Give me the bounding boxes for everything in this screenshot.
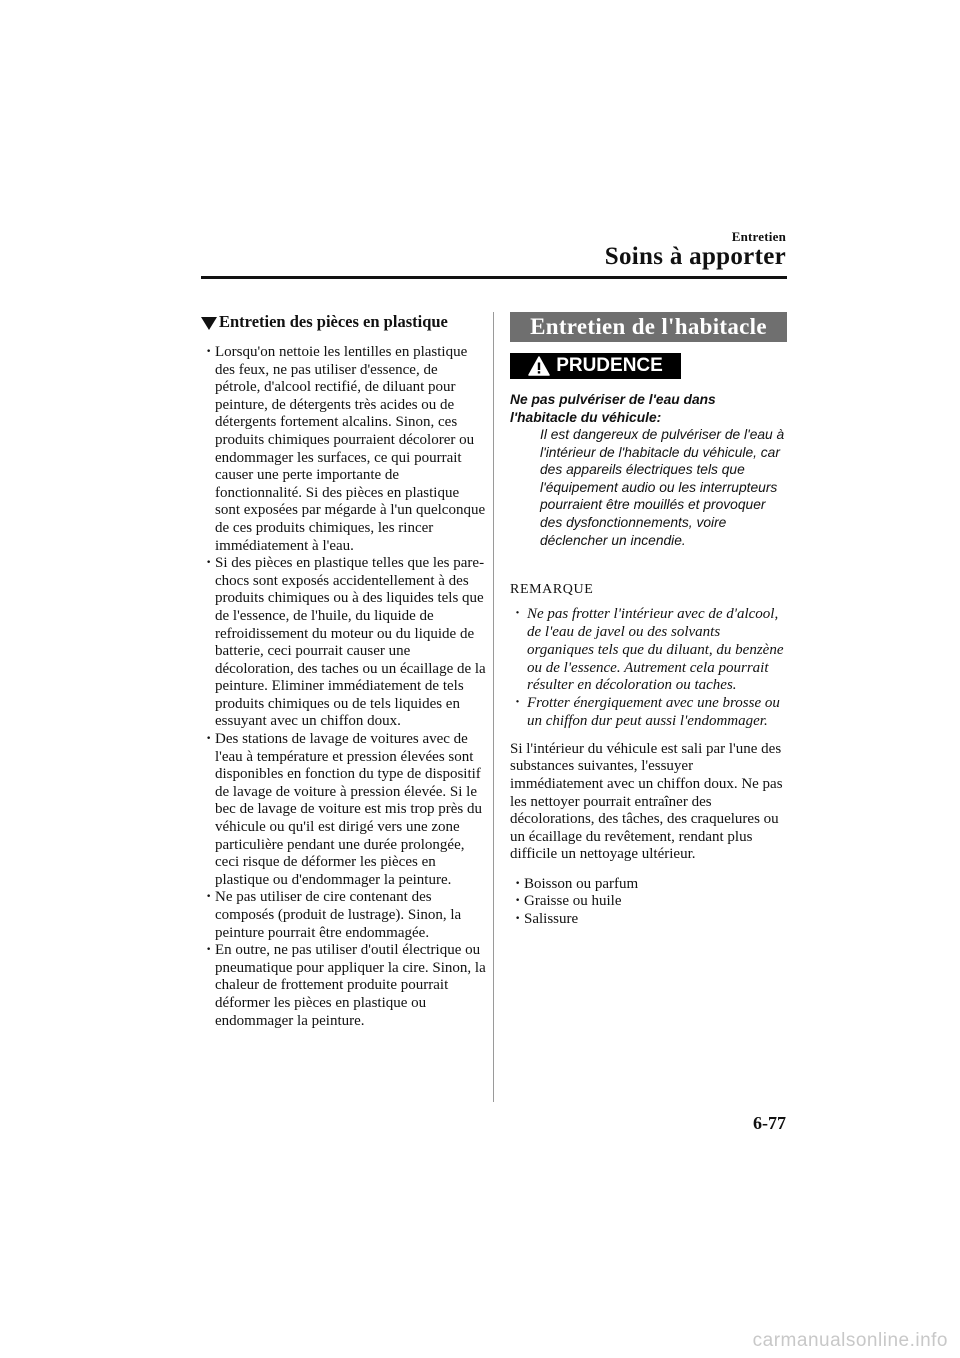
body-paragraph: Si l'intérieur du véhicule est sali par l'une des substances suivantes, l'essuyer immédiatement avec un chiffon doux. Ne pas les nettoyer pourrait entraîner des décolorations, des tâches, des craquelures ou un écaillage du revêtement, rendant plus difficile un nettoyage ultérieur. [510, 740, 783, 863]
warning-text: Il est dangereux de pulvériser de l'eau à l'intérieur de l'habitacle du véhicule, car des appareils électriques tels que l'équipement audio ou les interrupteurs pourraient être mouillés et provoquer des dysfonctionnements, voire déclencher un incendie. [540, 427, 785, 548]
section-banner: Entretien de l'habitacle [510, 312, 787, 342]
substance-list [510, 876, 787, 929]
page-title: Soins à apporter [604, 243, 786, 270]
list-item: · Graisse ou huile [510, 893, 787, 911]
plastic-care-list [201, 344, 486, 1030]
list-item: · Salissure [510, 911, 787, 929]
note-item: · Ne pas frotter l'intérieur avec de d'alcool, de l'eau de javel ou des solvants organiques tels que du diluant, du benzène ou de l'essence. Autrement cela pourrait résulter en décoloration ou taches. [510, 606, 787, 695]
list-item: · Si des pièces en plastique telles que les pare-chocs sont exposés accidentellement à des produits chimiques ou à des liquides tels que de l'essence, de l'huile, du liquide de refroidissement du moteur ou du liquide de batterie, ceci pourrait causer une décoloration, des taches ou un écaillage de la peinture. Eliminer immédiatement de tels produits chimiques ou de tels liquides en essuyant avec un chiffon doux. [201, 555, 486, 731]
warning-triangle-icon [528, 356, 550, 376]
header-rule [201, 276, 787, 279]
caution-label: PRUDENCE [556, 355, 663, 376]
list-item: · En outre, ne pas utiliser d'outil électrique ou pneumatique pour appliquer la cire. Sinon, la chaleur de frottement produite pourrait déformer les pièces en plastique ou endommager la peinture. [201, 942, 486, 1030]
triangle-down-icon [201, 317, 217, 330]
chapter-label: Entretien [731, 229, 786, 244]
list-item: · Des stations de lavage de voitures avec de l'eau à température et pression élevées sont disponibles en fonction du type de dispositif de lavage de voiture à pression élevée. Si le bec de lavage de voiture est mis trop près du véhicule ou qu'il est dirigé vers une zone particulière pendant une durée prolongée, ceci risque de déformer les pièces en plastique ou d'endommager la peinture. [201, 731, 486, 889]
list-item: · Ne pas utiliser de cire contenant des composés (produit de lustrage). Sinon, la peinture pourrait être endommagée. [201, 889, 486, 942]
caution-badge [510, 353, 681, 379]
page-number: 6-77 [753, 1113, 786, 1133]
right-column [510, 312, 787, 929]
section-heading-text: Entretien des pièces en plastique [219, 312, 448, 331]
left-column [201, 312, 486, 1030]
section-heading [201, 312, 486, 332]
note-label: REMARQUE [510, 582, 594, 598]
note-item: · Frotter énergiquement avec une brosse ou un chiffon dur peut aussi l'endommager. [510, 695, 787, 731]
list-item: · Boisson ou parfum [510, 876, 787, 894]
warning-heading: Ne pas pulvériser de l'eau dans l'habitacle du véhicule: [510, 392, 716, 425]
watermark-link[interactable]: carmanualsonline.info [752, 1330, 948, 1351]
note-list [510, 606, 787, 731]
list-item: · Lorsqu'on nettoie les lentilles en plastique des feux, ne pas utiliser d'essence, de pétrole, d'alcool rectifié, de diluant pour peinture, de détergents très acides ou de détergents fortement alcalins. Sinon, ces produits chimiques pourraient décolorer ou endommager les surfaces, ce qui pourrait causer une perte importante de fonctionnalité. Si des pièces en plastique sont exposées par mégarde à l'un quelconque de ces produits chimiques, les rincer immédiatement à l'eau. [201, 344, 486, 555]
column-divider [493, 312, 494, 1102]
